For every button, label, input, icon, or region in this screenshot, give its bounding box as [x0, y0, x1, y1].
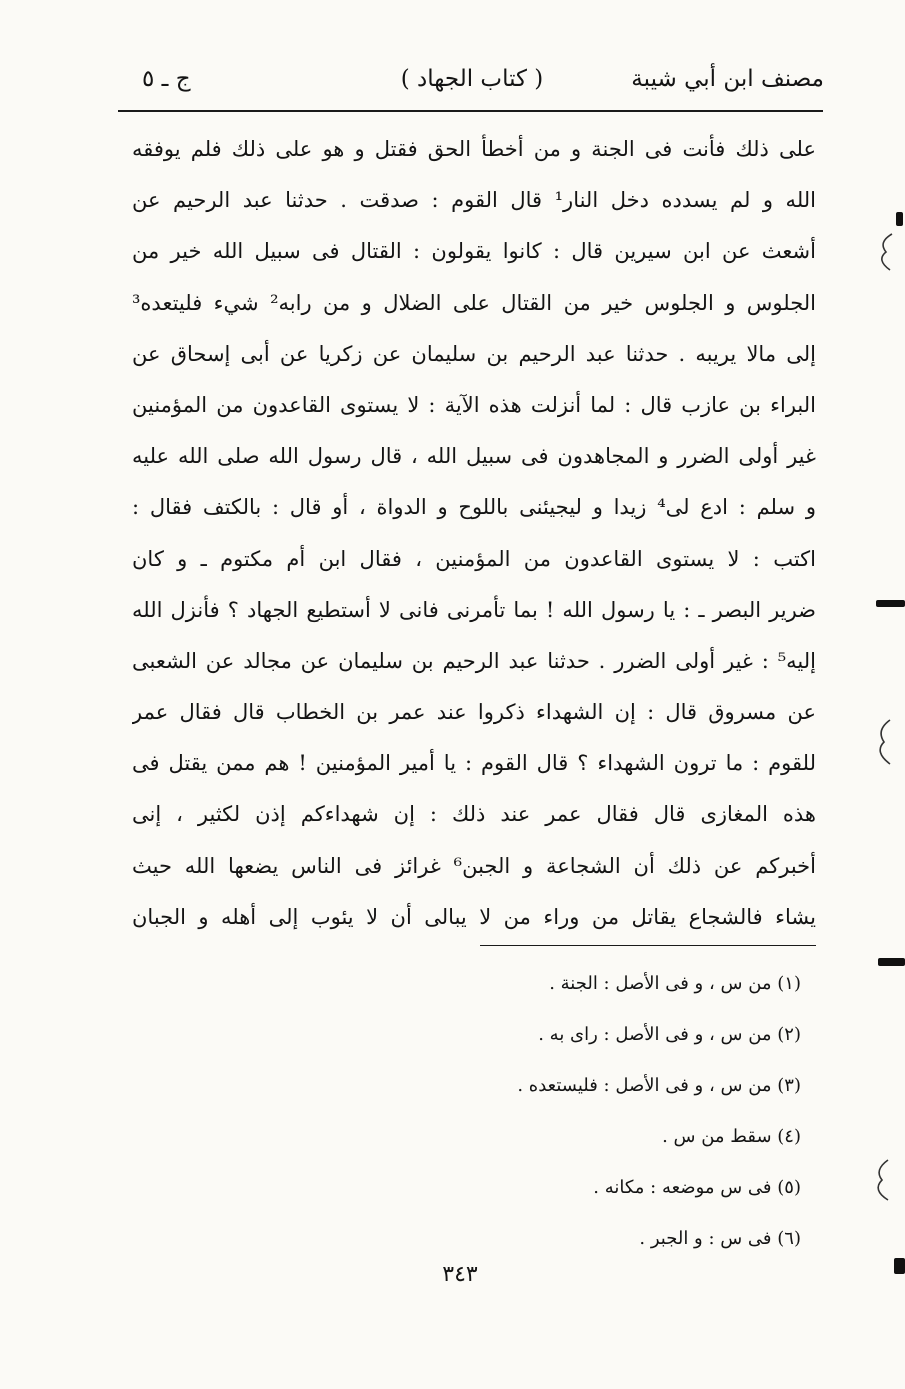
margin-bracket-icon — [870, 1158, 894, 1202]
text-line: اكتب : لا يستوى القاعدون من المؤمنين ، فقال ابن أم مكتوم ـ و كان — [132, 546, 816, 571]
page-number: ٣٤٣ — [442, 1262, 478, 1287]
text-line: عن مسروق قال : إن الشهداء ذكروا عند عمر بن الخطاب قال فقال عمر — [132, 700, 816, 725]
text-line: يشاء فالشجاع يقاتل من وراء من لا يبالى أن لا يئوب إلى أهله و الجبان — [132, 904, 816, 929]
main-text-block — [132, 124, 816, 943]
text-line: الجلوس و الجلوس خير من القتال على الضلال و من رابه² شيء فليتعده³ — [132, 290, 816, 315]
footnote-divider — [480, 945, 816, 946]
header-volume: ج ـ ٥ — [142, 66, 191, 92]
edge-artifact — [896, 212, 903, 226]
edge-artifact — [876, 600, 905, 607]
text-line: غير أولى الضرر و المجاهدون فى سبيل الله ، قال رسول الله صلى الله عليه — [132, 444, 816, 469]
text-line: البراء بن عازب قال : لما أنزلت هذه الآية : لا يستوى القاعدون من المؤمنين — [132, 392, 816, 417]
footnote: (٦) فى س : و الجبر . — [639, 1228, 801, 1249]
text-line: إلى مالا يريبه . حدثنا عبد الرحيم بن سليمان عن زكريا عن أبى إسحاق عن — [132, 341, 816, 366]
footnote: (٤) سقط من س . — [662, 1126, 801, 1147]
text-line: و سلم : ادع لى⁴ زيدا و ليجيئنى باللوح و الدواة ، أو قال : بالكتف فقال : — [132, 495, 816, 520]
text-line: ضرير البصر ـ : يا رسول الله ! بما تأمرنى فانى لا أستطيع الجهاد ؟ فأنزل الله — [132, 597, 816, 622]
margin-bracket-icon — [872, 232, 896, 272]
running-header — [112, 56, 824, 100]
header-book-title: مصنف ابن أبي شيبة — [631, 66, 824, 92]
text-line: للقوم : ما ترون الشهداء ؟ قال القوم : يا أمير المؤمنين ! هم ممن يقتل فى — [132, 751, 816, 776]
footnotes-block — [301, 958, 801, 1264]
text-line: الله و لم يسدده دخل النار¹ قال القوم : صدقت . حدثنا عبد الرحيم عن — [132, 188, 816, 213]
footnote: (٥) فى س موضعه : مكانه . — [593, 1177, 801, 1198]
header-divider — [118, 110, 823, 112]
text-line: على ذلك فأنت فى الجنة و من أخطأ الحق فقتل و هو على ذلك فلم يوفقه — [132, 137, 816, 161]
text-line: أشعث عن ابن سيرين قال : كانوا يقولون : القتال فى سبيل الله خير من — [132, 239, 816, 264]
edge-artifact — [894, 1258, 905, 1274]
margin-bracket-icon — [872, 718, 896, 766]
text-line: إليه⁵ : غير أولى الضرر . حدثنا عبد الرحيم بن سليمان عن مجالد عن الشعبى — [132, 648, 816, 673]
footnote: (٣) من س ، و فى الأصل : فليستعده . — [517, 1075, 801, 1096]
footnote: (٢) من س ، و فى الأصل : راى به . — [538, 1024, 801, 1045]
footnote: (١) من س ، و فى الأصل : الجنة . — [549, 973, 801, 994]
text-line: أخبركم عن ذلك أن الشجاعة و الجبن⁶ غرائز فى الناس يضعها الله حيث — [132, 853, 816, 878]
edge-artifact — [878, 958, 905, 966]
text-line: هذه المغازى قال فقال عمر عند ذلك : إن شهداءكم إذن لكثير ، إنى — [132, 802, 816, 827]
header-chapter-title: ( كتاب الجهاد ) — [400, 66, 544, 92]
